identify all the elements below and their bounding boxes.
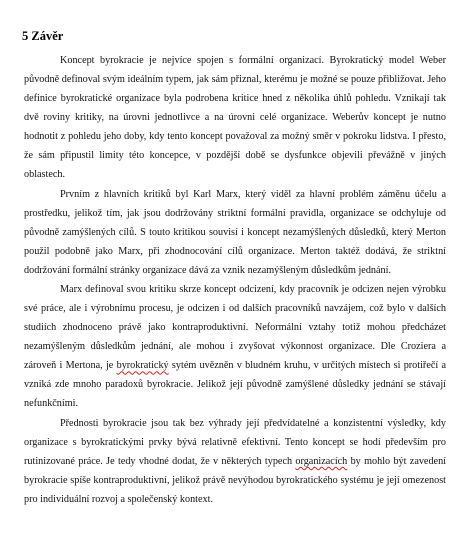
paragraph-3-text-a: Marx definoval svou kritiku skrze koncept odcizení, kdy pracovník je odcizen nejen výrobku své práce, ale i výrobnímu procesu, je odcizen i od dalších pracovníků navzájem, což bylo v dalších studiích zhodnoceno právě jako kontraproduktivní. Neformální vztahy totiž mohou předcházet nezamýšleným důsledkům jednání, ale mohou i zvyšovat výkonnost organizace. Dle Croziera a zároveň i Mertona, je (24, 284, 446, 372)
paragraph-4 (24, 414, 446, 509)
paragraph-4-text-b: by mohlo být zavedení byrokracie spíše kontraproduktivní, jelikož právě nevýhodou byrokratického systému je její omezenost pro individuální rozvoj a společenský kontext. (24, 455, 446, 505)
paragraph-1-text: Koncept byrokracie je nejvíce spojen s formální organizací. Byrokratický model Weber původně definoval svým ideálním typem, jak sám přiznal, kterému je možné se pouze přibližovat. Jeho definice byrokratické organizace byla podrobena kritice hned z několika úhlů pohledu. Vznikají tak dvě roviny kritiky, na úrovni jednotlivce a na úrovni celé organizace. Weberův koncept je nutno hodnotit z pohledu jeho doby, kdy tento koncept považoval za možný směr v pokroku lidstva. I přesto, že sám připustil limity této koncepce, v pozdější době se dysfunkce objevili převážně v jiných oblastech. (24, 55, 446, 181)
paragraph-3-text-b: sytém uvězněn v bludném kruhu, v určitých místech si protiřečí a vzniká zde mnoho paradoxů byrokracie. Jelikož její původně zamýšlené důsledky jednání se stávají nefunkčními. (24, 360, 446, 410)
paragraph-3 (24, 280, 446, 413)
spellcheck-flagged-word: byrokratický (116, 360, 169, 372)
paragraph-2 (24, 185, 446, 280)
document-body (24, 51, 446, 509)
spellcheck-flagged-word: organizacích (295, 455, 348, 467)
section-heading: 5 Závěr (22, 29, 64, 43)
paragraph-4-text-a: Přednosti byrokracie jsou tak bez výhrady její předvídatelné a konzistentní výsledky, kdy organizace s byrokratickými prvky bývá relativně efektivní. Tento koncept se hodí především pro rutinizované práce. Je tedy vhodné dodat, že v některých typech (24, 417, 446, 467)
paragraph-1 (24, 51, 446, 184)
paragraph-2-text: Prvním z hlavních kritiků byl Karl Marx, který viděl za hlavní problém záměnu účelu a prostředku, jelikož tím, jak jsou dodržovány striktní formální pravidla, organizace se odchyluje od původně zamýšlených cílů. S touto kritikou souvisí i koncept nezamýšlených důsledků, který Merton použil podobně jako Marx, při zhodnocování cílů organizace. Merton taktéž dodává, že striktní dodržování formální stránky organizace dává za vznik nezamýšleným důsledkům jednání. (24, 188, 446, 276)
